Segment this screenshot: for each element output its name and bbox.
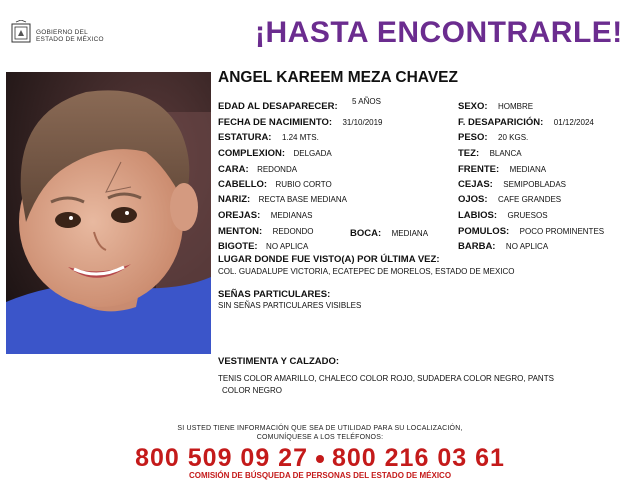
vestimenta-label: VESTIMENTA Y CALZADO:: [218, 356, 340, 367]
field-barba: [458, 236, 548, 254]
last-seen-label: LUGAR DONDE FUE VISTO(A) POR ÚLTIMA VEZ:: [218, 254, 440, 265]
boca-value: MEDIANA: [391, 229, 429, 238]
estatura-value: 1.24 MTS.: [281, 133, 319, 142]
fecha-nacimiento-value: 31/10/2019: [342, 118, 383, 127]
child-photo: [6, 72, 211, 354]
frente-label: FRENTE:: [458, 164, 500, 175]
barba-value: NO APLICA: [505, 242, 549, 251]
government-logo: [10, 20, 120, 48]
last-seen-value: COL. GUADALUPE VICTORIA, ECATEPEC DE MORELOS, ESTADO DE MEXICO: [218, 267, 515, 276]
estatura-label: ESTATURA:: [218, 132, 272, 143]
person-name: ANGEL KAREEM MEZA CHAVEZ: [218, 69, 458, 86]
senas-value: SIN SEÑAS PARTICULARES VISIBLES: [218, 301, 362, 310]
edad-label: EDAD AL DESAPARECER:: [218, 101, 338, 112]
menton-label: MENTON:: [218, 226, 263, 237]
edad-value: 5 AÑOS: [352, 97, 381, 106]
tez-value: BLANCA: [489, 149, 522, 158]
frente-value: MEDIANA: [509, 165, 547, 174]
contact-note-line2: COMUNÍQUESE A LOS TELÉFONOS:: [256, 434, 384, 441]
nariz-value: RECTA BASE MEDIANA: [258, 195, 347, 204]
cara-value: REDONDA: [257, 165, 298, 174]
barba-label: BARBA:: [458, 241, 496, 252]
government-name: [36, 29, 104, 43]
complexion-label: COMPLEXION:: [218, 148, 286, 159]
vestimenta-line2: COLOR NEGRO: [222, 386, 283, 395]
cejas-value: SEMIPOBLADAS: [503, 180, 566, 189]
bullet-dot-icon: [316, 455, 324, 463]
f-desaparicion-value: 01/12/2024: [553, 118, 594, 127]
state-emblem-icon: [10, 20, 32, 46]
labios-label: LABIOS:: [458, 210, 498, 221]
contact-note-line1: SI USTED TIENE INFORMACIÓN QUE SEA DE UTILIDAD PARA SU LOCALIZACIÓN,: [177, 425, 463, 432]
phone-number-1[interactable]: 800 509 09 27: [135, 444, 308, 472]
footer-commission: COMISIÓN DE BÚSQUEDA DE PERSONAS DEL ESTADO DE MÉXICO: [188, 471, 452, 480]
boca-label: BOCA:: [350, 228, 382, 239]
phone-numbers: [0, 444, 640, 473]
field-bigote: [218, 236, 308, 254]
ojos-value: CAFE GRANDES: [498, 195, 562, 204]
complexion-value: DELGADA: [293, 149, 332, 158]
phone-number-2[interactable]: 800 216 03 61: [332, 444, 505, 472]
f-desaparicion-label: F. DESAPARICIÓN:: [458, 117, 544, 128]
orejas-value: MEDIANAS: [270, 211, 313, 220]
menton-value: REDONDO: [272, 227, 314, 236]
sexo-value: HOMBRE: [498, 102, 534, 111]
bigote-value: NO APLICA: [266, 242, 309, 251]
gov-line2: ESTADO DE MÉXICO: [36, 36, 104, 43]
labios-value: GRUESOS: [507, 211, 548, 220]
nariz-label: NARIZ:: [218, 194, 251, 205]
tez-label: TEZ:: [458, 148, 480, 159]
cara-label: CARA:: [218, 164, 249, 175]
cabello-value: RUBIO CORTO: [275, 180, 332, 189]
child-photo-icon: [6, 72, 211, 354]
pomulos-label: POMULOS:: [458, 226, 510, 237]
gov-line1: GOBIERNO DEL: [36, 29, 88, 36]
fecha-nacimiento-label: FECHA DE NACIMIENTO:: [218, 117, 332, 128]
field-boca: [350, 223, 428, 241]
vestimenta-line1: TENIS COLOR AMARILLO, CHALECO COLOR ROJO, SUDADERA COLOR NEGRO, PANTS: [218, 374, 554, 383]
bigote-label: BIGOTE:: [218, 241, 258, 252]
cabello-label: CABELLO:: [218, 179, 268, 190]
ojos-label: OJOS:: [458, 194, 488, 205]
sexo-label: SEXO:: [458, 101, 488, 112]
pomulos-value: POCO PROMINENTES: [519, 227, 605, 236]
banner-title: ¡HASTA ENCONTRARLE!: [255, 16, 623, 49]
cejas-label: CEJAS:: [458, 179, 493, 190]
peso-value: 20 KGS.: [498, 133, 529, 142]
peso-label: PESO:: [458, 132, 488, 143]
orejas-label: OREJAS:: [218, 210, 261, 221]
senas-label: SEÑAS PARTICULARES:: [218, 289, 331, 300]
